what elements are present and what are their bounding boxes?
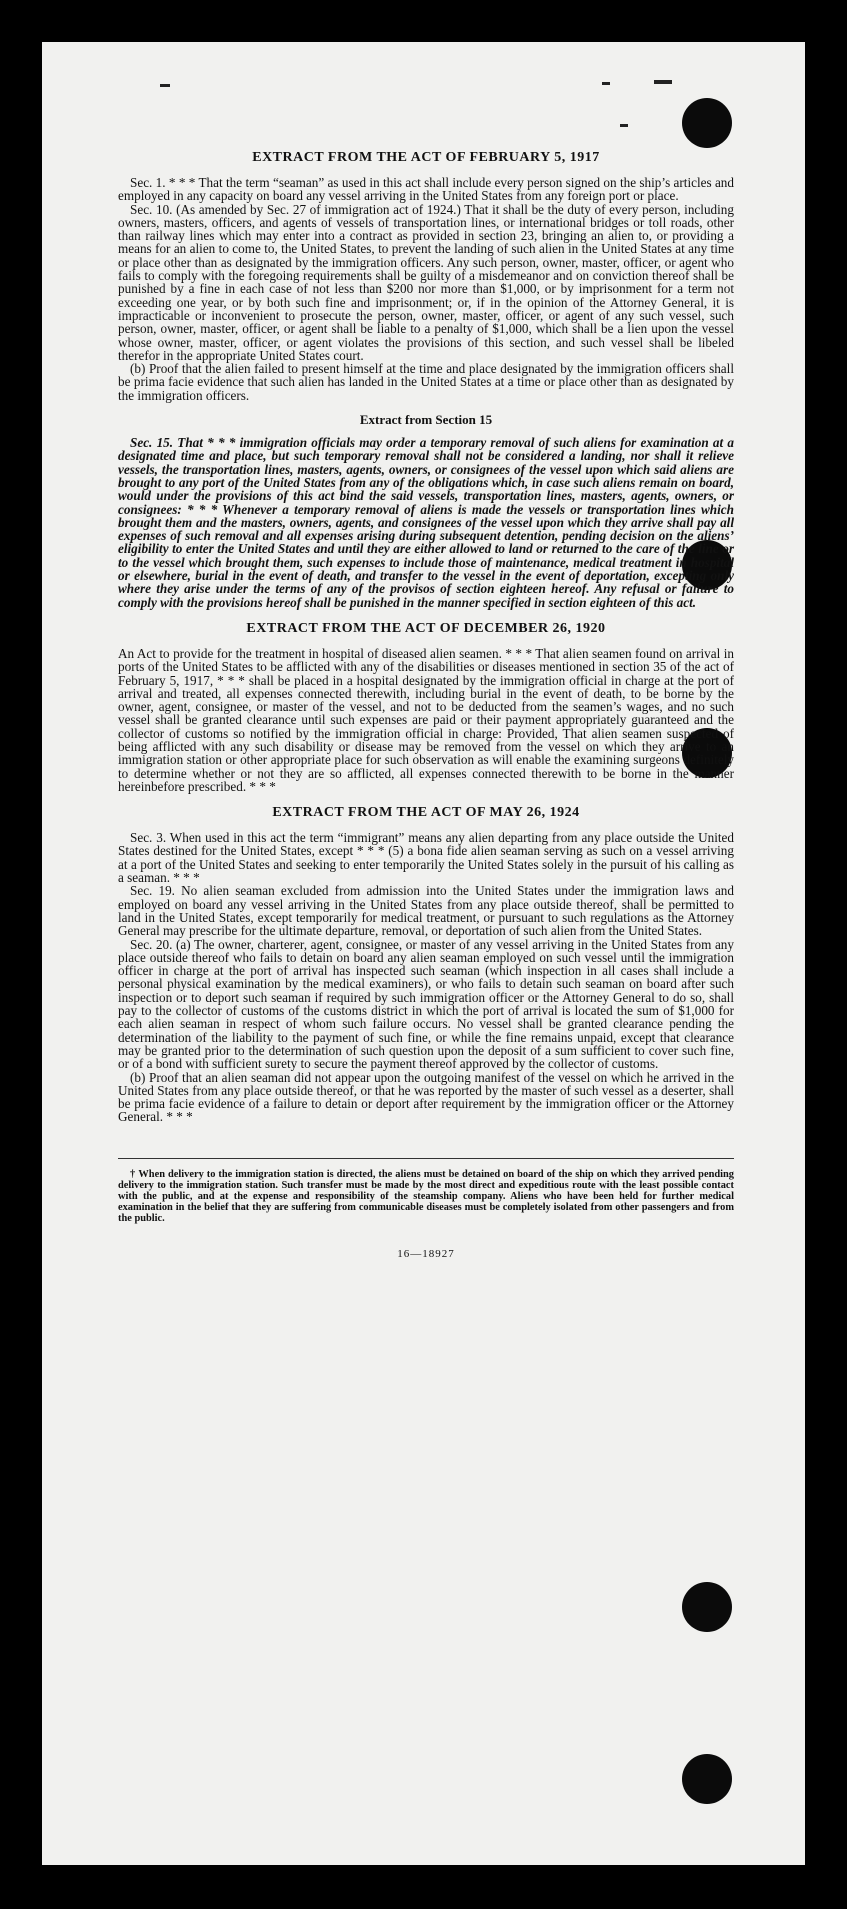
act-1924-extract bbox=[118, 805, 734, 1124]
ink-speck bbox=[602, 82, 610, 85]
ink-speck bbox=[160, 84, 170, 87]
punch-hole-bottom bbox=[682, 1754, 732, 1804]
punch-hole-lower bbox=[682, 1582, 732, 1632]
sec-15-paragraph: Sec. 15. That * * * immigration officials may order a temporary removal of such aliens for examination at a designated time and place, but such temporary removal shall not be considered a landing, nor shall it relieve vessels, the transportation lines, masters, agents, owners, or consignees of the vessel upon which said aliens are brought to any port of the United States from any of the obligations which, in case such aliens remain on board, would under the provisions of this act bind the said vessels, transportation lines, masters, agents, owners, or consignees: * * * Whenever a temporary removal of aliens is made the vessels or transportation lines which brought them and the masters, owners, agents, and consignees of the vessel upon which they arrive shall pay all expenses of such removal and all expenses arising during subsequent detention, pending decision on the aliens’ eligibility to enter the United States and until they are either allowed to land or returned to the care of the line or to the vessel which brought them, such expenses to include those of maintenance, medical treatment in hospital or elsewhere, burial in the event of death, and transfer to the vessel in the event of deportation, excepting only where they arise under the terms of any of the provisos of section eighteen hereof. Any refusal or failure to comply with the provisions hereof shall be punished in the manner specified in section eighteen of this act. bbox=[118, 435, 734, 610]
sec-19-paragraph: Sec. 19. No alien seaman excluded from admission into the United States under the immigration laws and employed on board any vessel arriving in the United States from any place outside thereof, shall be permitted to land in the United States, except temporarily for medical treatment, or pursuant to such regulations as the Attorney General may prescribe for the ultimate departure, removal, or deportation of such alien from the United States. bbox=[118, 883, 734, 939]
act-1924-heading: EXTRACT FROM THE ACT OF MAY 26, 1924 bbox=[272, 805, 580, 821]
sec-10-paragraph: Sec. 10. (As amended by Sec. 27 of immigration act of 1924.) That it shall be the duty of every person, including owners, masters, officers, and agents of vessels of transportation lines, or international bridges or toll roads, other than railway lines which may enter into a contract as provided in section 23, bringing an alien to, or providing a means for an alien to come to, the United States, to prevent the landing of such alien in the United States at any time or place other than as designated by the immigration officers. Any such person, owner, master, officer, or agent who fails to comply with the foregoing requirements shall be guilty of a misdemeanor and on conviction thereof shall be punished by a fine in each case of not less than $200 nor more than $1,000, or by imprisonment for a term not exceeding one year, or by both such fine and imprisonment; or, if in the opinion of the Attorney General, it is impracticable or inconvenient to prosecute the person, owner, master, officer, or agent of any such vessel, such person, owner, master, officer, or agent shall be liable to a penalty of $1,000, which shall be a lien upon the vessel whose owner, master, officer, or agent violates the provisions of this section, and such vessel shall be libeled therefor in the appropriate United States court. bbox=[118, 201, 734, 363]
section-15-subheading: Extract from Section 15 bbox=[359, 412, 493, 428]
footnote: † When delivery to the immigration station is directed, the aliens must be detained on board of the ship on which they arrived pending delivery to the immigration station. Such transfer must be made by the most direct and expeditious route with the least possible contact with the public, and at the expense and responsibility of the steamship company. Aliens who have been held for further medical examination in the belief that they are suffering from communicable diseases must be completely isolated from other passengers and from the public. bbox=[118, 1168, 734, 1224]
page-number: 16—18927 bbox=[397, 1247, 455, 1260]
footnote-divider bbox=[118, 1158, 734, 1159]
document-page bbox=[42, 42, 805, 1865]
sec-3-paragraph: Sec. 3. When used in this act the term “immigrant” means any alien departing from any place outside the United States destined for the United States, except * * * (5) a bona fide alien seaman serving as such on a vessel arriving at a port of the United States and seeking to enter temporarily the United States solely in the pursuit of his calling as a seaman. * * * bbox=[118, 830, 734, 886]
ink-speck bbox=[654, 80, 672, 84]
sec-1-paragraph: Sec. 1. * * * That the term “seaman” as used in this act shall include every person signed on the ship’s articles and employed in any capacity on board any vessel arriving in the United States from any foreign port or place. bbox=[118, 175, 734, 204]
sec-20a-paragraph: Sec. 20. (a) The owner, charterer, agent, consignee, or master of any vessel arriving in the United States from any place outside thereof who fails to detain on board any alien seaman employed on such vessel until the immigration officer in charge at the port of arrival has inspected such seaman (which inspection in all cases shall include a personal physical examination by the medical examiners), or who fails to detain such seaman on board after such inspection or to deport such seaman if required by such immigration officer or the Attorney General to do so, shall pay to the collector of customs of the customs district in which the port of arrival is located the sum of $1,000 for each alien seaman in respect of whom such failure occurs. No vessel shall be granted clearance pending the determination of the liability to the payment of such fine, or while the fine remains unpaid, except that clearance may be granted prior to the determination of such question upon the deposit of a sum sufficient to cover such fine, or of a bond with sufficient surety to secure the payment thereof approved by the collector of customs. bbox=[118, 936, 734, 1072]
sec-10b-paragraph: (b) Proof that the alien failed to present himself at the time and place designated by the immigration officers shall be prima facie evidence that such alien has landed in the United States at a time or place other than as designated by the immigration officers. bbox=[118, 361, 734, 403]
punch-hole-top bbox=[682, 98, 732, 148]
sec-20b-paragraph: (b) Proof that an alien seaman did not appear upon the outgoing manifest of the vessel on which he arrived in the United States from any place outside thereof, or that he was reported by the master of such vessel as a deserter, shall be prima facie evidence of a failure to detain or deport after requirement by the immigration officer or the Attorney General. * * * bbox=[118, 1069, 734, 1125]
ink-speck bbox=[620, 124, 628, 127]
act-1920-extract bbox=[118, 621, 734, 793]
act-1917-heading: EXTRACT FROM THE ACT OF FEBRUARY 5, 1917 bbox=[252, 150, 600, 165]
act-1920-heading: EXTRACT FROM THE ACT OF DECEMBER 26, 1920 bbox=[246, 620, 606, 636]
act-1917-extract bbox=[118, 150, 734, 609]
document-body bbox=[118, 150, 734, 1260]
act-1920-paragraph: An Act to provide for the treatment in hospital of diseased alien seamen. * * * That alien seamen found on arrival in ports of the United States to be afflicted with any of the disabilities or diseases mentioned in section 35 of the act of February 5, 1917, * * * shall be placed in a hospital designated by the immigration official in charge at the port of arrival and treated, all expenses connected therewith, including burial in the event of death, to be borne by the owner, agent, consignee, or master of the vessel, and not to be deducted from the seamen’s wages, and no such vessel shall be granted clearance until such expenses are paid or their payment appropriately guaranteed and the collector of customs so notified by the immigration official in charge: Provided, That alien seamen suspected of being afflicted with any such disability or disease may be removed from the vessel on which they arrive to an immigration station or other appropriate place for such observation as will enable the examining surgeons definitely to determine whether or not they are so afflicted, all expenses connected therewith to be borne in the manner hereinbefore prescribed. * * * bbox=[118, 645, 734, 794]
